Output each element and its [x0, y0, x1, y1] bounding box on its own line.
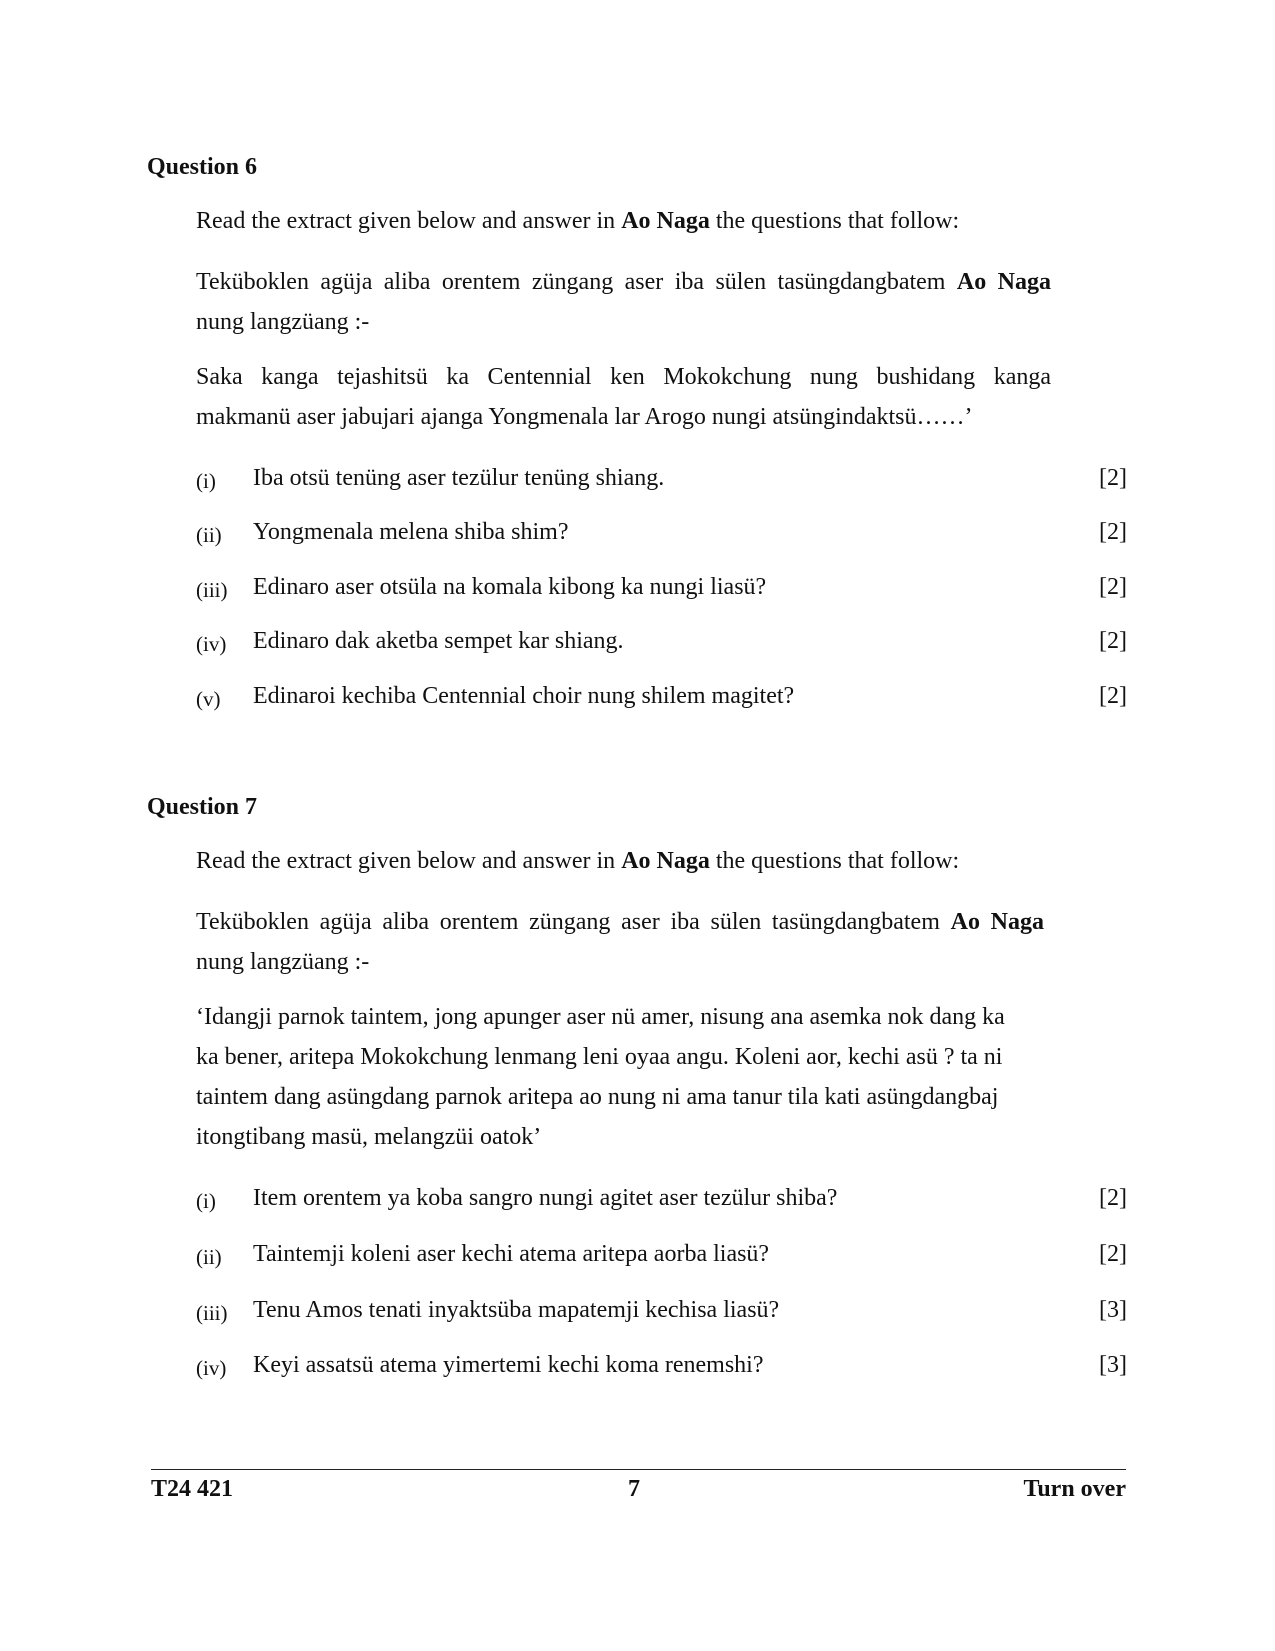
sub-question-number: (iii) [196, 578, 228, 602]
sub-question-marks: [2] [1099, 574, 1127, 600]
sub-question-marks: [2] [1099, 628, 1127, 654]
instruction-text: Read the extract given below and answer in [196, 848, 622, 874]
instruction-text-end: the questions that follow: [709, 848, 960, 874]
sub-question-marks: [3] [1099, 1352, 1127, 1378]
sub-question-text: Keyi assatsü atema yimertemi kechi koma renemshi? [253, 1352, 764, 1378]
instruction-language: Ao Naga [621, 848, 710, 874]
sub-question-number: (iii) [196, 1301, 228, 1325]
sub-question-text: Tenu Amos tenati inyaktsüba mapatemji kechisa liasü? [253, 1297, 780, 1323]
sub-question-marks: [2] [1099, 1185, 1127, 1211]
question-7-extract [196, 997, 1044, 1157]
instruction-text-end: the questions that follow: [709, 208, 960, 234]
question-6-ao-instruction [196, 262, 1051, 342]
extract-line-1: ‘Idangji parnok taintem, jong apunger aser nü amer, nisung ana asemka nok dang ka [196, 1004, 1005, 1030]
extract-line-2: makmanü aser jabujari ajanga Yongmenala lar Arogo nungi atsüngindaktsü……’ [196, 404, 973, 430]
sub-question-text: Edinaro dak aketba sempet kar shiang. [253, 628, 624, 654]
turn-over-label: Turn over [1023, 1476, 1126, 1502]
question-7-heading: Question 7 [147, 794, 258, 820]
question-6-instruction [196, 208, 959, 235]
instruction-language: Ao Naga [621, 208, 710, 234]
ao-instruction-line-2: nung langzüang :- [196, 949, 370, 975]
sub-question-marks: [2] [1099, 1241, 1127, 1267]
sub-question-marks: [2] [1099, 519, 1127, 545]
extract-line-4: itongtibang masü, melangzüi oatok’ [196, 1124, 542, 1150]
sub-question-number: (i) [196, 1189, 216, 1213]
page-number: 7 [628, 1476, 640, 1502]
sub-question-number: (i) [196, 469, 216, 493]
paper-code: T24 421 [151, 1476, 234, 1502]
sub-question-text: Edinaroi kechiba Centennial choir nung shilem magitet? [253, 683, 795, 709]
extract-line-3: taintem dang asüngdang parnok aritepa ao nung ni ama tanur tila kati asüngdangbaj [196, 1084, 999, 1110]
ao-instruction-line-1: Teküboklen agüja aliba orentem züngang aser iba sülen tasüngdangbatem Ao Naga [196, 909, 1044, 935]
sub-question-marks: [2] [1099, 465, 1127, 491]
sub-question-text: Taintemji koleni aser kechi atema aritepa aorba liasü? [253, 1241, 770, 1267]
question-7-ao-instruction [196, 902, 1044, 982]
sub-question-number: (v) [196, 687, 221, 711]
footer-divider [151, 1469, 1126, 1470]
sub-question-text: Item orentem ya koba sangro nungi agitet aser tezülur shiba? [253, 1185, 838, 1211]
question-6-heading: Question 6 [147, 154, 258, 180]
extract-line-1: Saka kanga tejashitsü ka Centennial ken Mokokchung nung bushidang kanga [196, 364, 1051, 390]
sub-question-number: (ii) [196, 1245, 222, 1269]
instruction-text: Read the extract given below and answer in [196, 208, 622, 234]
sub-question-text: Iba otsü tenüng aser tezülur tenüng shiang. [253, 465, 665, 491]
sub-question-number: (iv) [196, 1356, 227, 1380]
sub-question-marks: [2] [1099, 683, 1127, 709]
question-6-extract [196, 357, 1051, 437]
sub-question-number: (iv) [196, 632, 227, 656]
sub-question-number: (ii) [196, 523, 222, 547]
ao-instruction-line-1: Teküboklen agüja aliba orentem züngang aser iba sülen tasüngdangbatem Ao Naga [196, 269, 1051, 295]
sub-question-marks: [3] [1099, 1297, 1127, 1323]
sub-question-text: Yongmenala melena shiba shim? [253, 519, 569, 545]
ao-instruction-line-2: nung langzüang :- [196, 309, 370, 335]
sub-question-text: Edinaro aser otsüla na komala kibong ka nungi liasü? [253, 574, 767, 600]
extract-line-2: ka bener, aritepa Mokokchung lenmang leni oyaa angu. Koleni aor, kechi asü ? ta ni [196, 1044, 1003, 1070]
question-7-instruction [196, 848, 959, 875]
